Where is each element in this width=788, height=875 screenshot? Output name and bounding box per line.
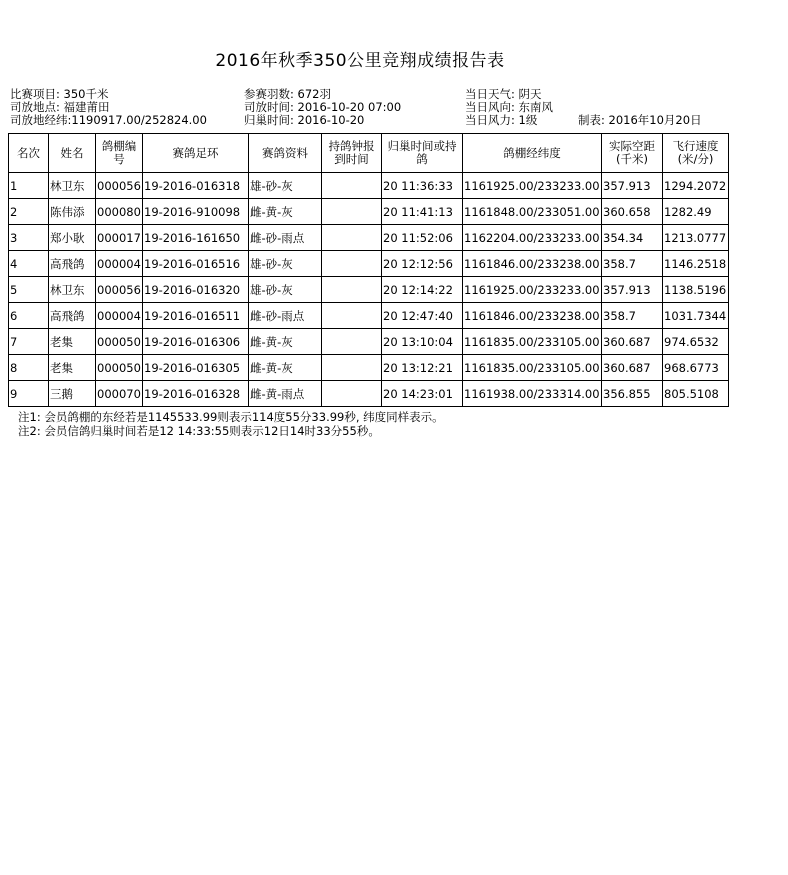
cell-ring: 19-2016-910098 <box>143 199 249 225</box>
cell-info: 雌-黄-灰 <box>249 199 322 225</box>
cell-speed: 968.6773 <box>663 355 729 381</box>
cell-distance: 360.658 <box>602 199 663 225</box>
notes <box>18 410 444 438</box>
table-row <box>9 303 729 329</box>
cell-clock-time <box>322 251 382 277</box>
cell-distance: 357.913 <box>602 277 663 303</box>
entry-count: 参赛羽数: 672羽 <box>244 87 331 101</box>
cell-ring: 19-2016-016516 <box>143 251 249 277</box>
cell-ring: 19-2016-016305 <box>143 355 249 381</box>
cell-info: 雄-砂-灰 <box>249 251 322 277</box>
header-clock-time: 持鸽钟报到时间 <box>322 134 382 173</box>
cell-distance: 357.913 <box>602 173 663 199</box>
cell-rank: 9 <box>9 381 49 407</box>
release-coords: 司放地经纬:1190917.00/252824.00 <box>10 113 207 127</box>
cell-coords: 1161925.00/233233.00 <box>463 173 602 199</box>
cell-coords: 1161835.00/233105.00 <box>463 355 602 381</box>
note-2: 注2: 会员信鸽归巢时间若是12 14:33:55则表示12日14时33分55秒。 <box>18 424 380 438</box>
cell-rank: 2 <box>9 199 49 225</box>
table-row <box>9 199 729 225</box>
cell-speed: 1294.2072 <box>663 173 729 199</box>
cell-distance: 354.34 <box>602 225 663 251</box>
cell-loft-id: 000070 <box>96 381 143 407</box>
cell-speed: 1138.5196 <box>663 277 729 303</box>
cell-distance: 358.7 <box>602 303 663 329</box>
cell-arrival: 20 12:47:40 <box>382 303 463 329</box>
weather: 当日天气: 阴天 <box>465 87 542 101</box>
cell-arrival: 20 12:14:22 <box>382 277 463 303</box>
race-item: 比赛项目: 350千米 <box>10 87 109 101</box>
cell-clock-time <box>322 277 382 303</box>
header-ring: 赛鸽足环 <box>143 134 249 173</box>
cell-ring: 19-2016-016318 <box>143 173 249 199</box>
cell-clock-time <box>322 225 382 251</box>
cell-loft-id: 000050 <box>96 329 143 355</box>
cell-name: 高飛鸽 <box>49 251 96 277</box>
cell-loft-id: 000004 <box>96 251 143 277</box>
cell-arrival: 20 13:10:04 <box>382 329 463 355</box>
cell-rank: 4 <box>9 251 49 277</box>
cell-ring: 19-2016-016328 <box>143 381 249 407</box>
cell-rank: 3 <box>9 225 49 251</box>
cell-name: 林卫东 <box>49 277 96 303</box>
cell-coords: 1161835.00/233105.00 <box>463 329 602 355</box>
cell-loft-id: 000004 <box>96 303 143 329</box>
table-row <box>9 355 729 381</box>
cell-speed: 1146.2518 <box>663 251 729 277</box>
cell-clock-time <box>322 381 382 407</box>
cell-rank: 7 <box>9 329 49 355</box>
cell-name: 三鹅 <box>49 381 96 407</box>
cell-speed: 1031.7344 <box>663 303 729 329</box>
cell-name: 老集 <box>49 329 96 355</box>
cell-rank: 6 <box>9 303 49 329</box>
table-row <box>9 251 729 277</box>
cell-rank: 5 <box>9 277 49 303</box>
table-row <box>9 329 729 355</box>
table-row <box>9 277 729 303</box>
cell-speed: 974.6532 <box>663 329 729 355</box>
cell-arrival: 20 12:12:56 <box>382 251 463 277</box>
cell-info: 雌-砂-雨点 <box>249 225 322 251</box>
cell-ring: 19-2016-016511 <box>143 303 249 329</box>
header-loft-id: 鸽棚编号 <box>96 134 143 173</box>
header-rank: 名次 <box>9 134 49 173</box>
cell-clock-time <box>322 173 382 199</box>
header-name: 姓名 <box>49 134 96 173</box>
cell-clock-time <box>322 199 382 225</box>
header-coords: 鸽棚经纬度 <box>463 134 602 173</box>
cell-arrival: 20 13:12:21 <box>382 355 463 381</box>
wind-direction: 当日风向: 东南风 <box>465 100 554 114</box>
table-header-row <box>9 134 729 173</box>
cell-info: 雌-黄-灰 <box>249 355 322 381</box>
cell-name: 高飛鸽 <box>49 303 96 329</box>
wind-force: 当日风力: 1级 <box>465 113 538 127</box>
cell-name: 郑小耿 <box>49 225 96 251</box>
cell-info: 雄-砂-灰 <box>249 277 322 303</box>
report-title: 2016年秋季350公里竞翔成绩报告表 <box>215 51 505 71</box>
cell-distance: 356.855 <box>602 381 663 407</box>
cell-rank: 1 <box>9 173 49 199</box>
cell-ring: 19-2016-016320 <box>143 277 249 303</box>
cell-info: 雌-黄-灰 <box>249 329 322 355</box>
header-arrival: 归巢时间或持鸽 <box>382 134 463 173</box>
header-info: 赛鸽资料 <box>249 134 322 173</box>
cell-name: 陈伟添 <box>49 199 96 225</box>
cell-ring: 19-2016-016306 <box>143 329 249 355</box>
cell-arrival: 20 11:41:13 <box>382 199 463 225</box>
cell-clock-time <box>322 329 382 355</box>
cell-name: 老集 <box>49 355 96 381</box>
cell-coords: 1161925.00/233233.00 <box>463 277 602 303</box>
header-speed: 飞行速度(米/分) <box>663 134 729 173</box>
cell-coords: 1161938.00/233314.00 <box>463 381 602 407</box>
table-row <box>9 173 729 199</box>
cell-speed: 805.5108 <box>663 381 729 407</box>
cell-speed: 1213.0777 <box>663 225 729 251</box>
return-time: 归巢时间: 2016-10-20 <box>244 113 365 127</box>
cell-name: 林卫东 <box>49 173 96 199</box>
release-place: 司放地点: 福建莆田 <box>10 100 110 114</box>
note-1: 注1: 会员鸽棚的东经若是1145533.99则表示114度55分33.99秒, 纬度同样表示。 <box>18 410 444 424</box>
cell-coords: 1161846.00/233238.00 <box>463 251 602 277</box>
cell-distance: 360.687 <box>602 355 663 381</box>
cell-coords: 1162204.00/233233.00 <box>463 225 602 251</box>
cell-speed: 1282.49 <box>663 199 729 225</box>
cell-loft-id: 000050 <box>96 355 143 381</box>
table-row <box>9 381 729 407</box>
cell-loft-id: 000056 <box>96 277 143 303</box>
cell-clock-time <box>322 355 382 381</box>
cell-coords: 1161848.00/233051.00 <box>463 199 602 225</box>
cell-rank: 8 <box>9 355 49 381</box>
cell-info: 雄-砂-灰 <box>249 173 322 199</box>
header-distance: 实际空距(千米) <box>602 134 663 173</box>
cell-info: 雌-砂-雨点 <box>249 303 322 329</box>
cell-ring: 19-2016-161650 <box>143 225 249 251</box>
cell-clock-time <box>322 303 382 329</box>
cell-coords: 1161846.00/233238.00 <box>463 303 602 329</box>
cell-distance: 358.7 <box>602 251 663 277</box>
cell-loft-id: 000056 <box>96 173 143 199</box>
cell-distance: 360.687 <box>602 329 663 355</box>
cell-arrival: 20 11:52:06 <box>382 225 463 251</box>
results-table <box>8 133 729 407</box>
cell-loft-id: 000080 <box>96 199 143 225</box>
cell-arrival: 20 11:36:33 <box>382 173 463 199</box>
cell-arrival: 20 14:23:01 <box>382 381 463 407</box>
table-row <box>9 225 729 251</box>
release-time: 司放时间: 2016-10-20 07:00 <box>244 100 402 114</box>
cell-loft-id: 000017 <box>96 225 143 251</box>
made-date: 制表: 2016年10月20日 <box>578 113 702 127</box>
cell-info: 雌-黄-雨点 <box>249 381 322 407</box>
